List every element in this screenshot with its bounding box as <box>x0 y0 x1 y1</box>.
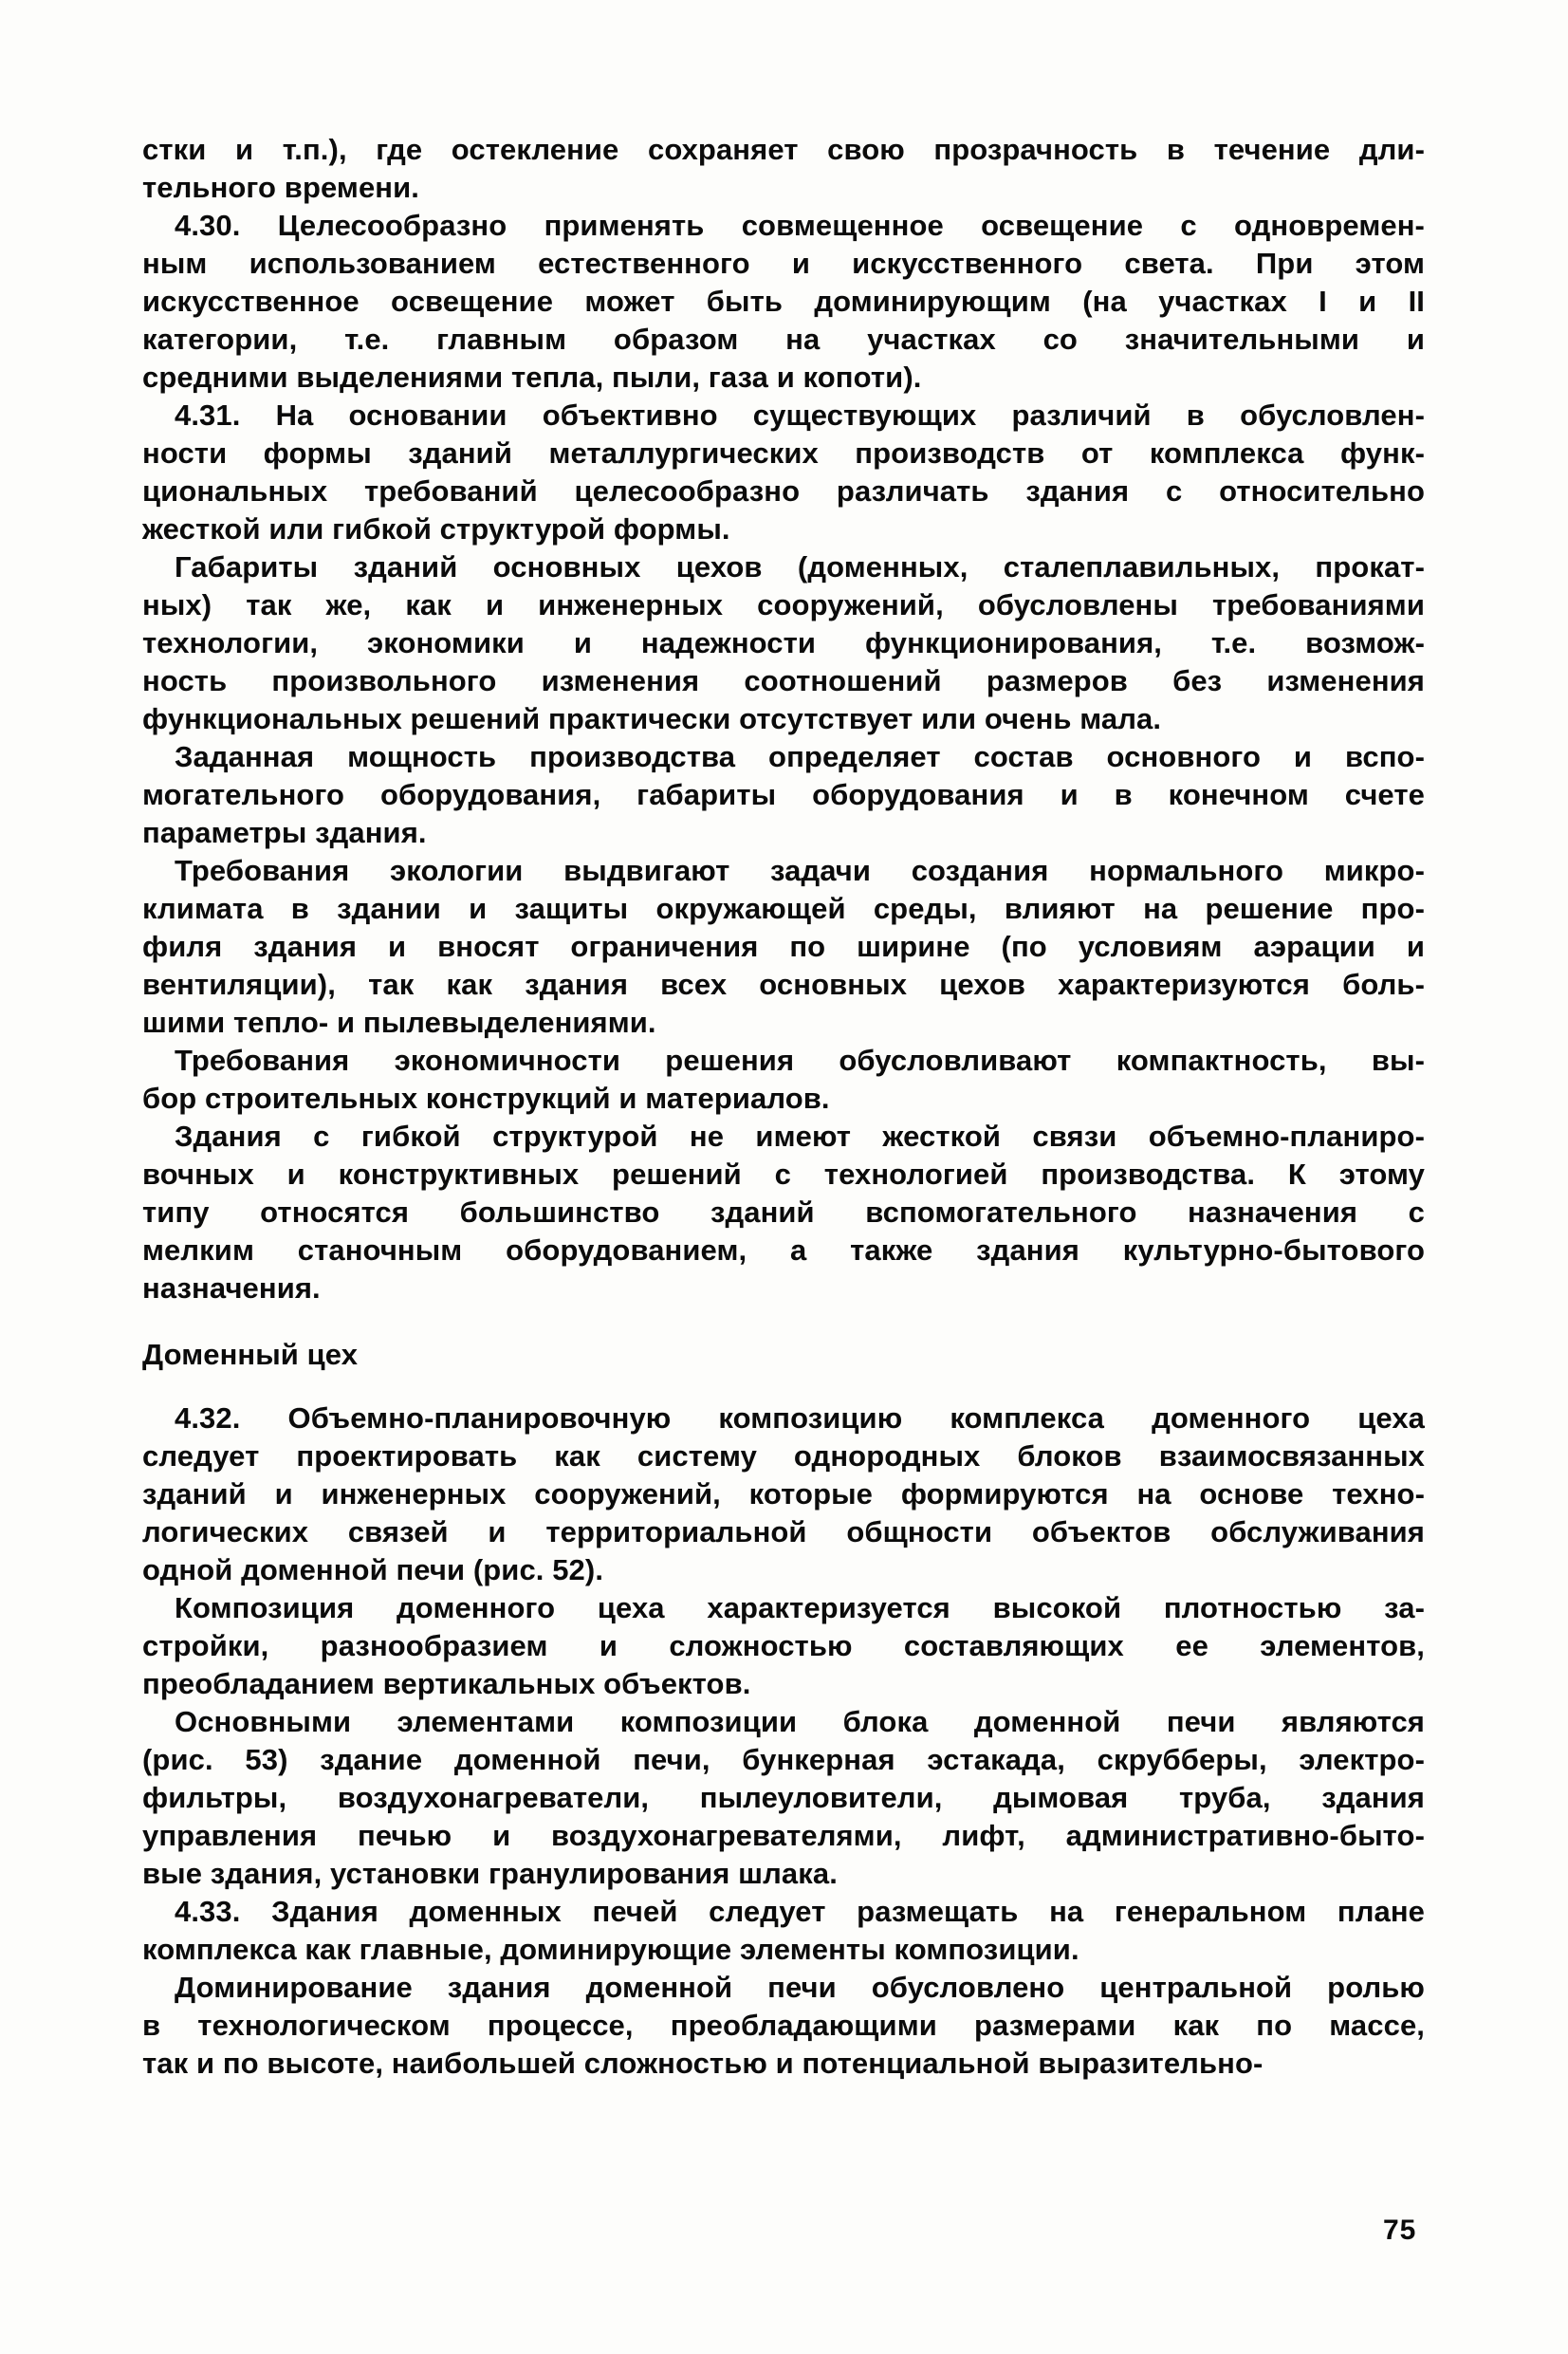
text-line: жесткой или гибкой структурой формы. <box>142 512 730 546</box>
text-line: назначения. <box>142 1271 321 1305</box>
text-line: преобладанием вертикальных объектов. <box>142 1667 751 1700</box>
paragraph <box>142 1399 1425 1589</box>
text-line: Доменный цех <box>142 1338 359 1371</box>
text-line: 4.30. Целесообразно применять совмещенное освещение с одновремен- <box>175 209 1425 242</box>
paragraph <box>142 1703 1425 1893</box>
text-line: Доминирование здания доменной печи обусловлено центральной ролью <box>175 1971 1425 2004</box>
text-line: Требования экономичности решения обусловливают компактность, вы- <box>175 1044 1425 1077</box>
text-line: так и по высоте, наибольшей сложностью и потенциальной выразительно- <box>142 2047 1264 2080</box>
text-line: могательного оборудования, габариты оборудования и в конечном счете <box>142 778 1425 811</box>
text-line: комплекса как главные, доминирующие элементы композиции. <box>142 1933 1079 1966</box>
paragraph <box>142 1118 1425 1307</box>
text-line: в технологическом процессе, преобладающими размерами как по массе, <box>142 2009 1425 2042</box>
text-line: Композиция доменного цеха характеризуется высокой плотностью за- <box>175 1591 1425 1624</box>
paragraph <box>142 1589 1425 1703</box>
section-heading <box>142 1336 1425 1374</box>
text-line: зданий и инженерных сооружений, которые формируются на основе техно- <box>142 1477 1425 1511</box>
text-line: бор строительных конструкций и материалов. <box>142 1082 830 1115</box>
paragraph <box>142 852 1425 1042</box>
text-line: Здания с гибкой структурой не имеют жесткой связи объемно-планиро- <box>175 1120 1425 1153</box>
paragraph <box>142 1893 1425 1969</box>
text-line: Основными элементами композиции блока доменной печи являются <box>175 1705 1425 1738</box>
text-line: логических связей и территориальной общности объектов обслуживания <box>142 1515 1425 1548</box>
text-line: ность произвольного изменения соотношений размеров без изменения <box>142 664 1425 697</box>
text-line: фильтры, воздухонагреватели, пылеуловители, дымовая труба, здания <box>142 1781 1425 1814</box>
page-number: 75 <box>1383 2215 1417 2246</box>
paragraph <box>142 397 1425 548</box>
text-line: ным использованием естественного и искусственного света. При этом <box>142 247 1425 280</box>
text-line: (рис. 53) здание доменной печи, бункерная эстакада, скрубберы, электро- <box>142 1743 1425 1776</box>
text-line: мелким станочным оборудованием, а также здания культурно-бытового <box>142 1233 1425 1267</box>
text-line: Габариты зданий основных цехов (доменных, сталеплавильных, прокат- <box>175 550 1425 584</box>
text-line: ности формы зданий металлургических производств от комплекса функ- <box>142 436 1425 470</box>
text-line: стройки, разнообразием и сложностью составляющих ее элементов, <box>142 1629 1425 1662</box>
paragraph <box>142 131 1425 207</box>
text-line: технологии, экономики и надежности функционирования, т.е. возмож- <box>142 626 1425 659</box>
text-line: 4.32. Объемно-планировочную композицию комплекса доменного цеха <box>175 1401 1425 1435</box>
text-line: вые здания, установки гранулирования шлака. <box>142 1857 838 1890</box>
text-line: типу относятся большинство зданий вспомогательного назначения с <box>142 1196 1425 1229</box>
paragraph <box>142 207 1425 397</box>
text-line: стки и т.п.), где остекление сохраняет свою прозрачность в течение дли- <box>142 133 1425 166</box>
paragraph <box>142 738 1425 852</box>
text-line: средними выделениями тепла, пыли, газа и копоти). <box>142 361 922 394</box>
text-line: Требования экологии выдвигают задачи создания нормального микро- <box>175 854 1425 887</box>
text-line: управления печью и воздухонагревателями, лифт, административно-быто- <box>142 1819 1425 1852</box>
text-line: Заданная мощность производства определяет состав основного и вспо- <box>175 740 1425 773</box>
text-line: категории, т.е. главным образом на участках со значительными и <box>142 323 1425 356</box>
text-line: искусственное освещение может быть доминирующим (на участках I и II <box>142 285 1425 318</box>
text-line: климата в здании и защиты окружающей среды, влияют на решение про- <box>142 892 1425 925</box>
paragraph <box>142 1042 1425 1118</box>
text-line: 4.31. На основании объективно существующих различий в обусловлен- <box>175 399 1425 432</box>
text-line: одной доменной печи (рис. 52). <box>142 1553 604 1586</box>
text-line: вентиляции), так как здания всех основных цехов характеризуются боль- <box>142 968 1425 1001</box>
text-line: следует проектировать как систему однородных блоков взаимосвязанных <box>142 1439 1425 1473</box>
paragraph <box>142 1969 1425 2083</box>
text-line: циональных требований целесообразно различать здания с относительно <box>142 474 1425 508</box>
text-line: шими тепло- и пылевыделениями. <box>142 1006 656 1039</box>
text-column <box>142 131 1425 2083</box>
text-line: вочных и конструктивных решений с технологией производства. К этому <box>142 1158 1425 1191</box>
text-line: филя здания и вносят ограничения по ширине (по условиям аэрации и <box>142 930 1425 963</box>
text-line: тельного времени. <box>142 171 419 204</box>
text-line: 4.33. Здания доменных печей следует размещать на генеральном плане <box>175 1895 1425 1928</box>
text-line: ных) так же, как и инженерных сооружений, обусловлены требованиями <box>142 588 1425 621</box>
paragraph <box>142 548 1425 738</box>
text-line: параметры здания. <box>142 816 427 849</box>
text-line: функциональных решений практически отсутствует или очень мала. <box>142 702 1162 735</box>
